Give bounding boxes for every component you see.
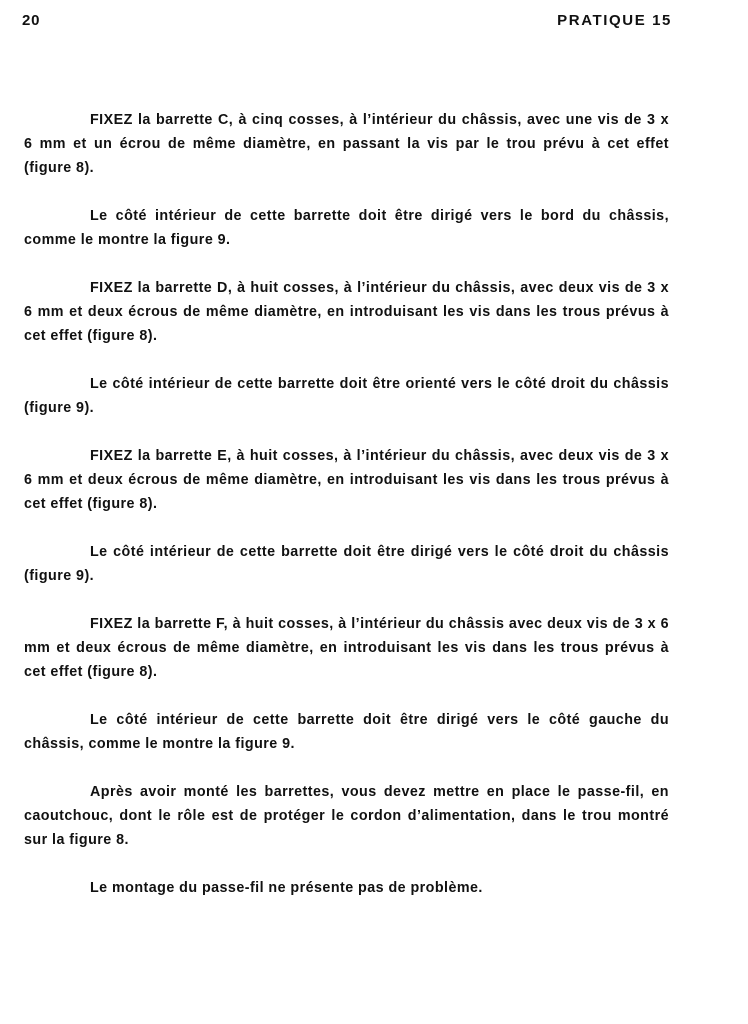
page-number: 20 (22, 12, 41, 29)
paragraph-barrette-f: FIXEZ la barrette F, à huit cosses, à l’intérieur du châssis avec deux vis de 3 x 6 mm et deux écrous de même diamètre, en introduisant les vis dans les trous prévus à cet effet (figure 8). (24, 616, 669, 680)
running-title: PRATIQUE 15 (557, 12, 672, 29)
paragraph-barrette-d: FIXEZ la barrette D, à huit cosses, à l’intérieur du châssis, avec deux vis de 3 x 6 mm et deux écrous de même diamètre, en introduisant les vis dans les trous prévus à cet effet (figure 8). (24, 280, 669, 344)
page-header (22, 12, 672, 34)
paragraph-passe-fil: Après avoir monté les barrettes, vous devez mettre en place le passe-fil, en caoutchouc, dont le rôle est de protéger le cordon d’alimentation, dans le trou montré sur la figure 8. (24, 784, 669, 848)
paragraph-barrette-d-orientation: Le côté intérieur de cette barrette doit être orienté vers le côté droit du châssis (figure 9). (24, 376, 669, 416)
paragraph-barrette-e: FIXEZ la barrette E, à huit cosses, à l’intérieur du châssis, avec deux vis de 3 x 6 mm et deux écrous de même diamètre, en introduisant les vis dans les trous prévus à cet effet (figure 8). (24, 448, 669, 512)
paragraph-barrette-c: FIXEZ la barrette C, à cinq cosses, à l’intérieur du châssis, avec une vis de 3 x 6 mm et un écrou de même diamètre, en passant la vis par le trou prévu à cet effet (figure 8). (24, 112, 669, 176)
paragraph-barrette-c-orientation: Le côté intérieur de cette barrette doit être dirigé vers le bord du châssis, comme le montre la figure 9. (24, 208, 669, 248)
body-text (24, 108, 669, 924)
paragraph-barrette-f-orientation: Le côté intérieur de cette barrette doit être dirigé vers le côté gauche du châssis, comme le montre la figure 9. (24, 712, 669, 752)
paragraph-barrette-e-orientation: Le côté intérieur de cette barrette doit être dirigé vers le côté droit du châssis (figure 9). (24, 544, 669, 584)
paragraph-passe-fil-note: Le montage du passe-fil ne présente pas de problème. (90, 880, 483, 896)
